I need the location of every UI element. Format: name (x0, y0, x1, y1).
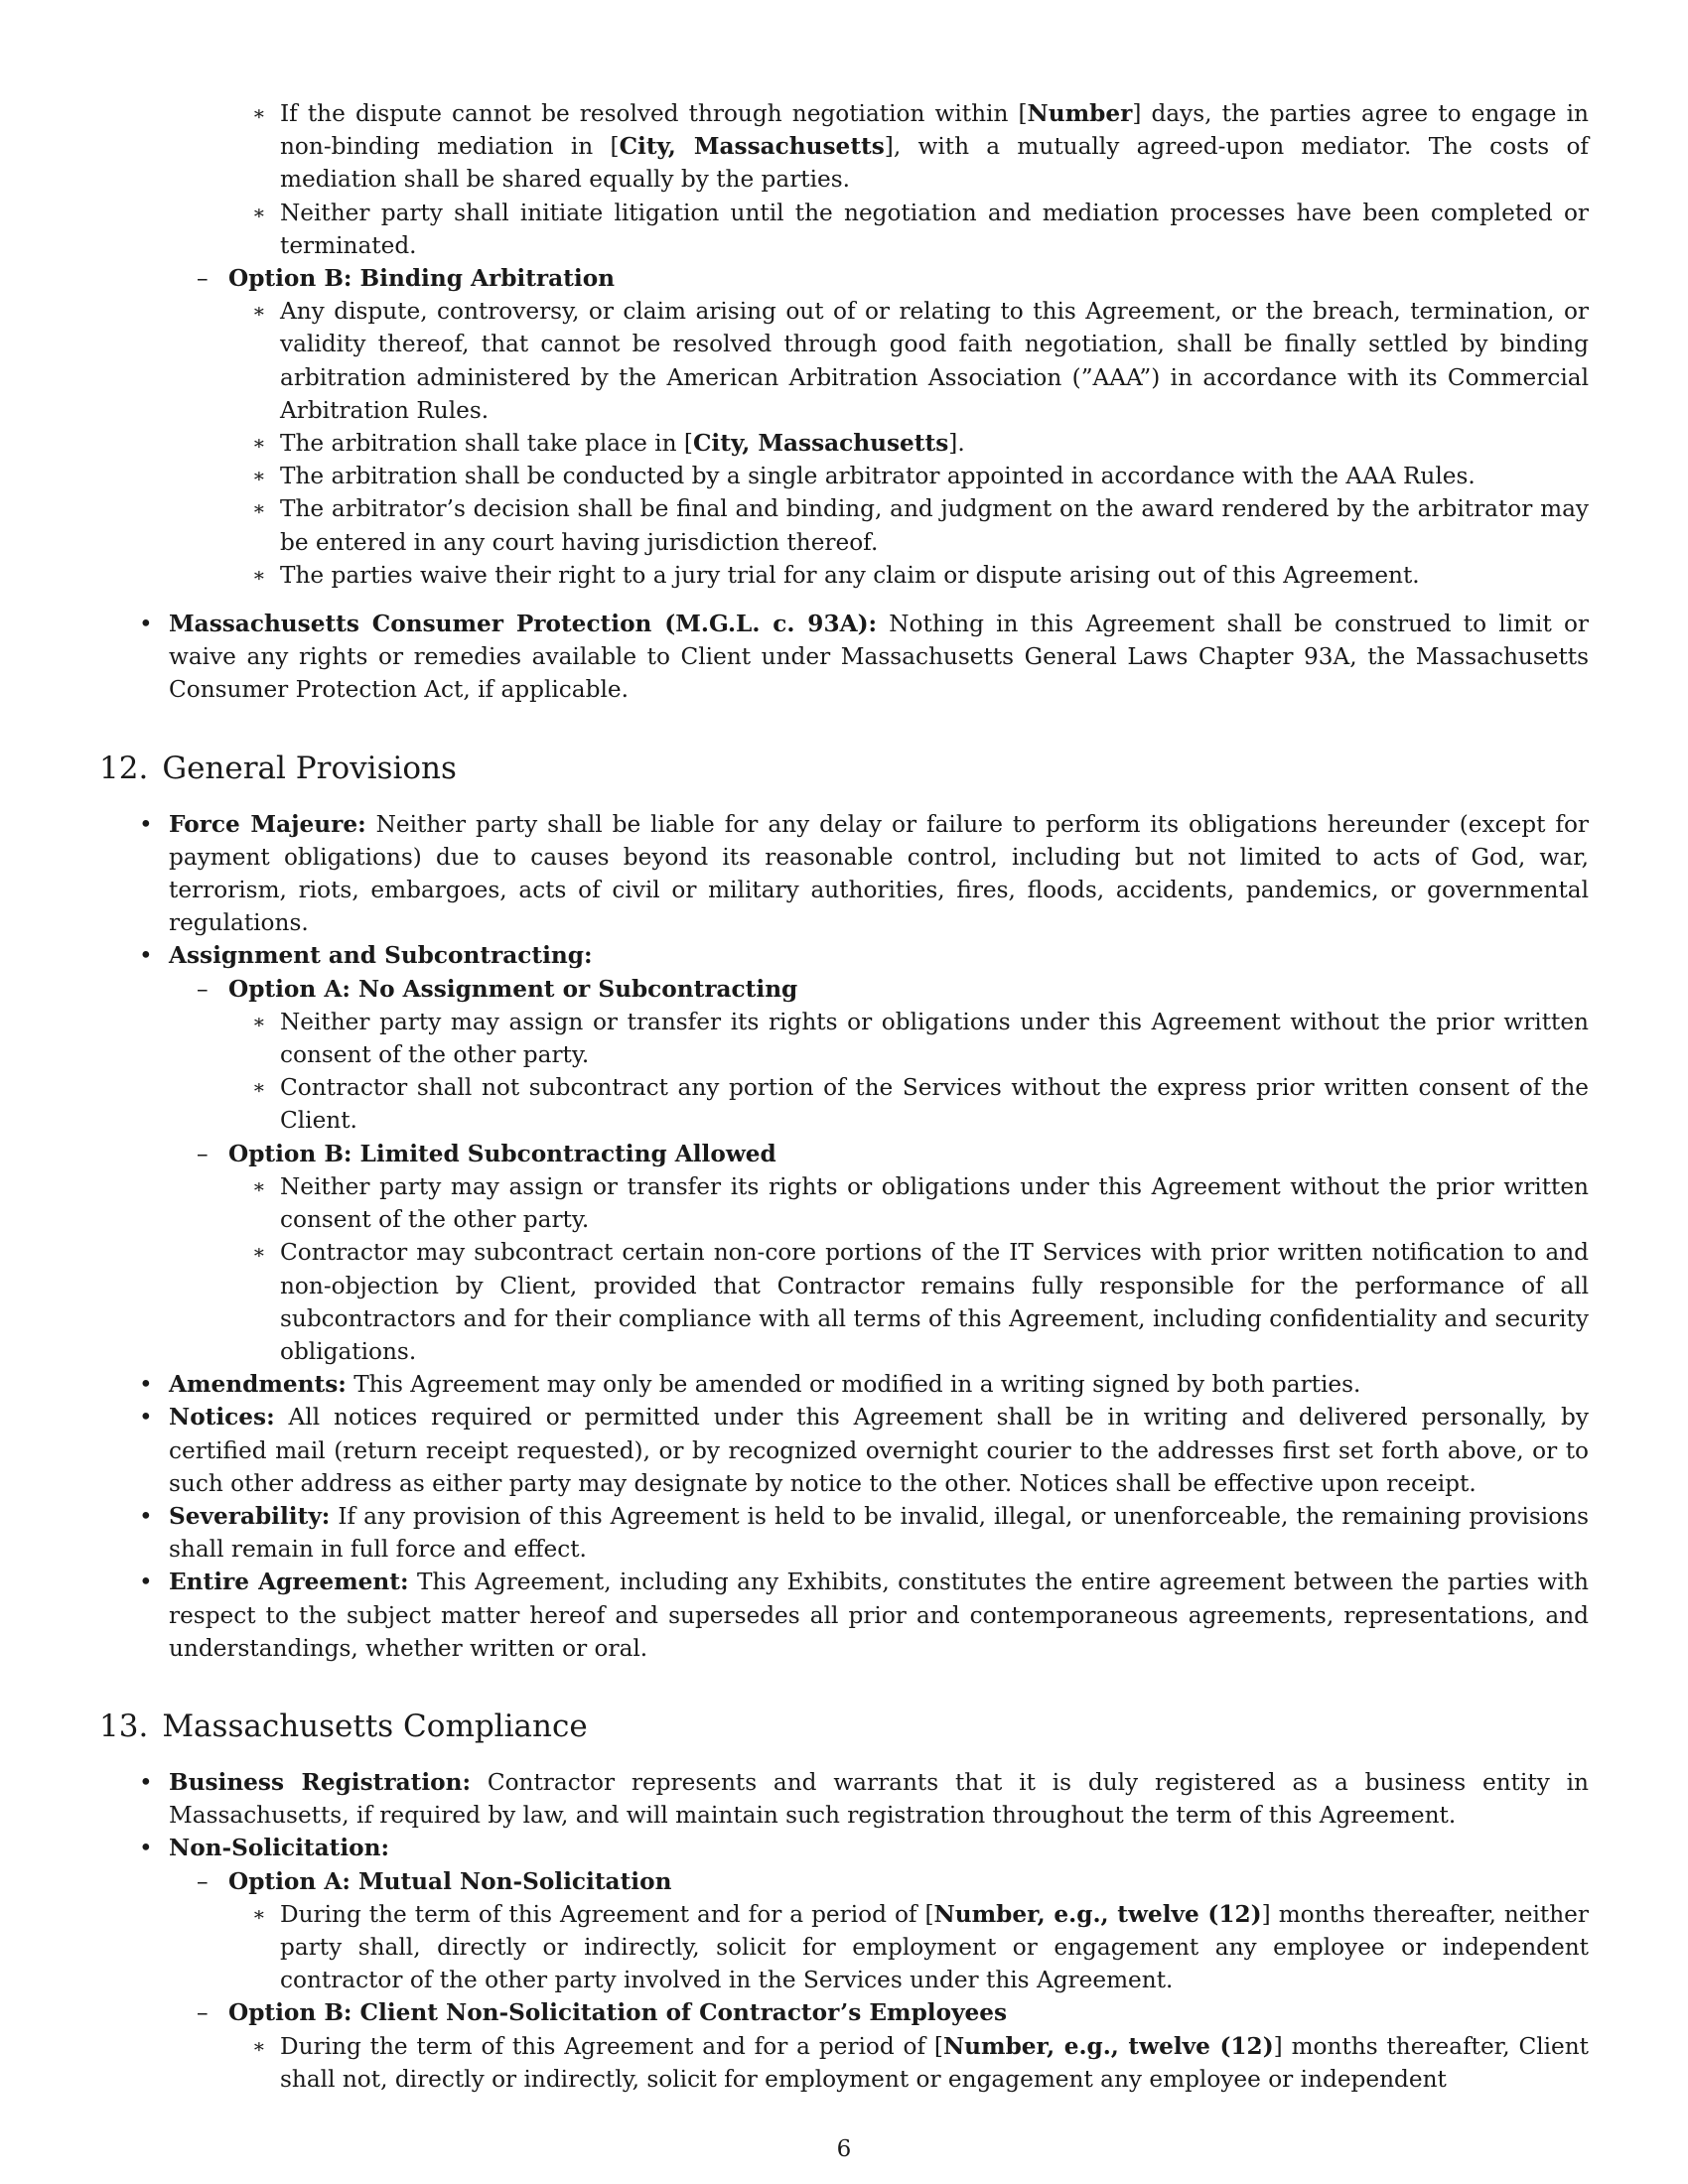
dash-bullet-icon: – (197, 975, 209, 1003)
section-heading-general-provisions: 12. General Provisions (99, 750, 457, 786)
arbitration-item: ∗ The arbitrator’s decision shall be final and binding, and judgment on the award rendered by the arbitrator may be entered in any court having jurisdiction thereof. (99, 492, 1589, 558)
bullet-icon: • (139, 611, 153, 638)
nonsol-option-a-item: ∗ During the term of this Agreement and for a period of [Number, e.g., twelve (12)] months thereafter, neither party shall, directly or indirectly, solicit for employment or engagement any employee or independent contractor of the other party involved in the Services under this Agreement. (99, 1898, 1589, 1997)
asterisk-bullet-icon: ∗ (252, 1075, 266, 1100)
non-solicitation-item: • Non-Solicitation: (99, 1832, 1589, 1864)
arbitration-item: ∗ Any dispute, controversy, or claim arising out of or relating to this Agreement, or the breach, termination, or validity thereof, that cannot be resolved through good faith negotiation, shall be finally settled by binding arbitration administered by the American Arbitration Association (”AAA”) in accordance with its Commercial Arbitration Rules. (99, 295, 1589, 427)
bullet-icon: • (139, 1569, 153, 1596)
bullet-icon: • (139, 1371, 153, 1399)
arbitration-item: ∗ The arbitration shall take place in [City, Massachusetts]. (99, 427, 1589, 460)
asterisk-bullet-icon: ∗ (252, 200, 266, 224)
asterisk-bullet-icon: ∗ (252, 1901, 266, 1926)
asterisk-bullet-icon: ∗ (252, 1173, 266, 1198)
bullet-icon: • (139, 1768, 153, 1796)
dash-bullet-icon: – (197, 1999, 209, 2027)
entire-agreement-item: • Entire Agreement: This Agreement, including any Exhibits, constitutes the entire agreement between the parties with respect to the subject matter hereof and supersedes all prior and contemporaneous agreements, representations, and understandings, whether written or oral. (99, 1566, 1589, 1665)
asterisk-bullet-icon: ∗ (252, 2033, 266, 2058)
bullet-icon: • (139, 810, 153, 838)
bullet-icon: • (139, 1502, 153, 1530)
arbitration-item: ∗ The arbitration shall be conducted by a single arbitrator appointed in accordance with the AAA Rules. (99, 460, 1589, 492)
no-litigation-item: ∗ Neither party shall initiate litigation until the negotiation and mediation processes have been completed or terminated. (99, 197, 1589, 262)
bullet-icon: • (139, 1404, 153, 1432)
asterisk-bullet-icon: ∗ (252, 101, 266, 125)
assign-option-a-heading: – Option A: No Assignment or Subcontracting (99, 973, 1589, 1006)
dispute-mediation-item: ∗ If the dispute cannot be resolved through negotiation within [Number] days, the parties agree to engage in non-binding mediation in [City, Massachusetts], with a mutually agreed-upon mediator. The costs of mediation shall be shared equally by the parties. (99, 97, 1589, 197)
asterisk-bullet-icon: ∗ (252, 1240, 266, 1265)
amendments-item: • Amendments: This Agreement may only be amended or modified in a writing signed by both parties. (99, 1368, 1589, 1401)
asterisk-bullet-icon: ∗ (252, 299, 266, 324)
section-heading-massachusetts-compliance: 13. Massachusetts Compliance (99, 1707, 588, 1744)
business-registration-item: • Business Registration: Contractor represents and warrants that it is duly registered as a business entity in Massachusetts, if required by law, and will maintain such registration throughout the term of this Agreement. (99, 1766, 1589, 1832)
asterisk-bullet-icon: ∗ (252, 562, 266, 587)
notices-item: • Notices: All notices required or permitted under this Agreement shall be in writing and delivered personally, by certified mail (return receipt requested), or by recognized overnight courier to the addresses first set forth above, or to such other address as either party may designate by notice to the other. Notices shall be effective upon receipt. (99, 1401, 1589, 1500)
assign-option-b-item: ∗ Neither party may assign or transfer its rights or obligations under this Agreement without the prior written consent of the other party. (99, 1170, 1589, 1236)
assignment-item: • Assignment and Subcontracting: (99, 939, 1589, 972)
consumer-protection-item: • Massachusetts Consumer Protection (M.G.L. c. 93A): Nothing in this Agreement shall be construed to limit or waive any rights or remedies available to Client under Massachusetts General Laws Chapter 93A, the Massachusetts Consumer Protection Act, if applicable. (99, 608, 1589, 707)
dash-bullet-icon: – (197, 1867, 209, 1895)
asterisk-bullet-icon: ∗ (252, 496, 266, 521)
option-b-arbitration-heading: – Option B: Binding Arbitration (99, 262, 1589, 295)
assign-option-a-item: ∗ Contractor shall not subcontract any portion of the Services without the express prior written consent of the Client. (99, 1071, 1589, 1137)
dash-bullet-icon: – (197, 1140, 209, 1167)
bullet-icon: • (139, 942, 153, 970)
document-body (99, 97, 1589, 2096)
assign-option-a-item: ∗ Neither party may assign or transfer its rights or obligations under this Agreement without the prior written consent of the other party. (99, 1006, 1589, 1071)
nonsol-option-a-heading: – Option A: Mutual Non-Solicitation (99, 1865, 1589, 1898)
assign-option-b-item: ∗ Contractor may subcontract certain non-core portions of the IT Services with prior written notification to and non-objection by Client, provided that Contractor remains fully responsible for the performance of all subcontractors and for their compliance with all terms of this Agreement, including confidentiality and security obligations. (99, 1236, 1589, 1368)
arbitration-item: ∗ The parties waive their right to a jury trial for any claim or dispute arising out of this Agreement. (99, 559, 1589, 592)
force-majeure-item: • Force Majeure: Neither party shall be liable for any delay or failure to perform its obligations hereunder (except for payment obligations) due to causes beyond its reasonable control, including but not limited to acts of God, war, terrorism, riots, embargoes, acts of civil or military authorities, fires, floods, accidents, pandemics, or governmental regulations. (99, 808, 1589, 940)
dash-bullet-icon: – (197, 265, 209, 293)
asterisk-bullet-icon: ∗ (252, 464, 266, 488)
asterisk-bullet-icon: ∗ (252, 431, 266, 456)
bullet-icon: • (139, 1835, 153, 1862)
nonsol-option-b-heading: – Option B: Client Non-Solicitation of Contractor’s Employees (99, 1996, 1589, 2029)
page-number: 6 (836, 2136, 852, 2162)
severability-item: • Severability: If any provision of this Agreement is held to be invalid, illegal, or unenforceable, the remaining provisions shall remain in full force and effect. (99, 1500, 1589, 1566)
asterisk-bullet-icon: ∗ (252, 1009, 266, 1033)
nonsol-option-b-item: ∗ During the term of this Agreement and for a period of [Number, e.g., twelve (12)] months thereafter, Client shall not, directly or indirectly, solicit for employment or engagement any employee or independent (99, 2030, 1589, 2096)
assign-option-b-heading: – Option B: Limited Subcontracting Allowed (99, 1138, 1589, 1170)
